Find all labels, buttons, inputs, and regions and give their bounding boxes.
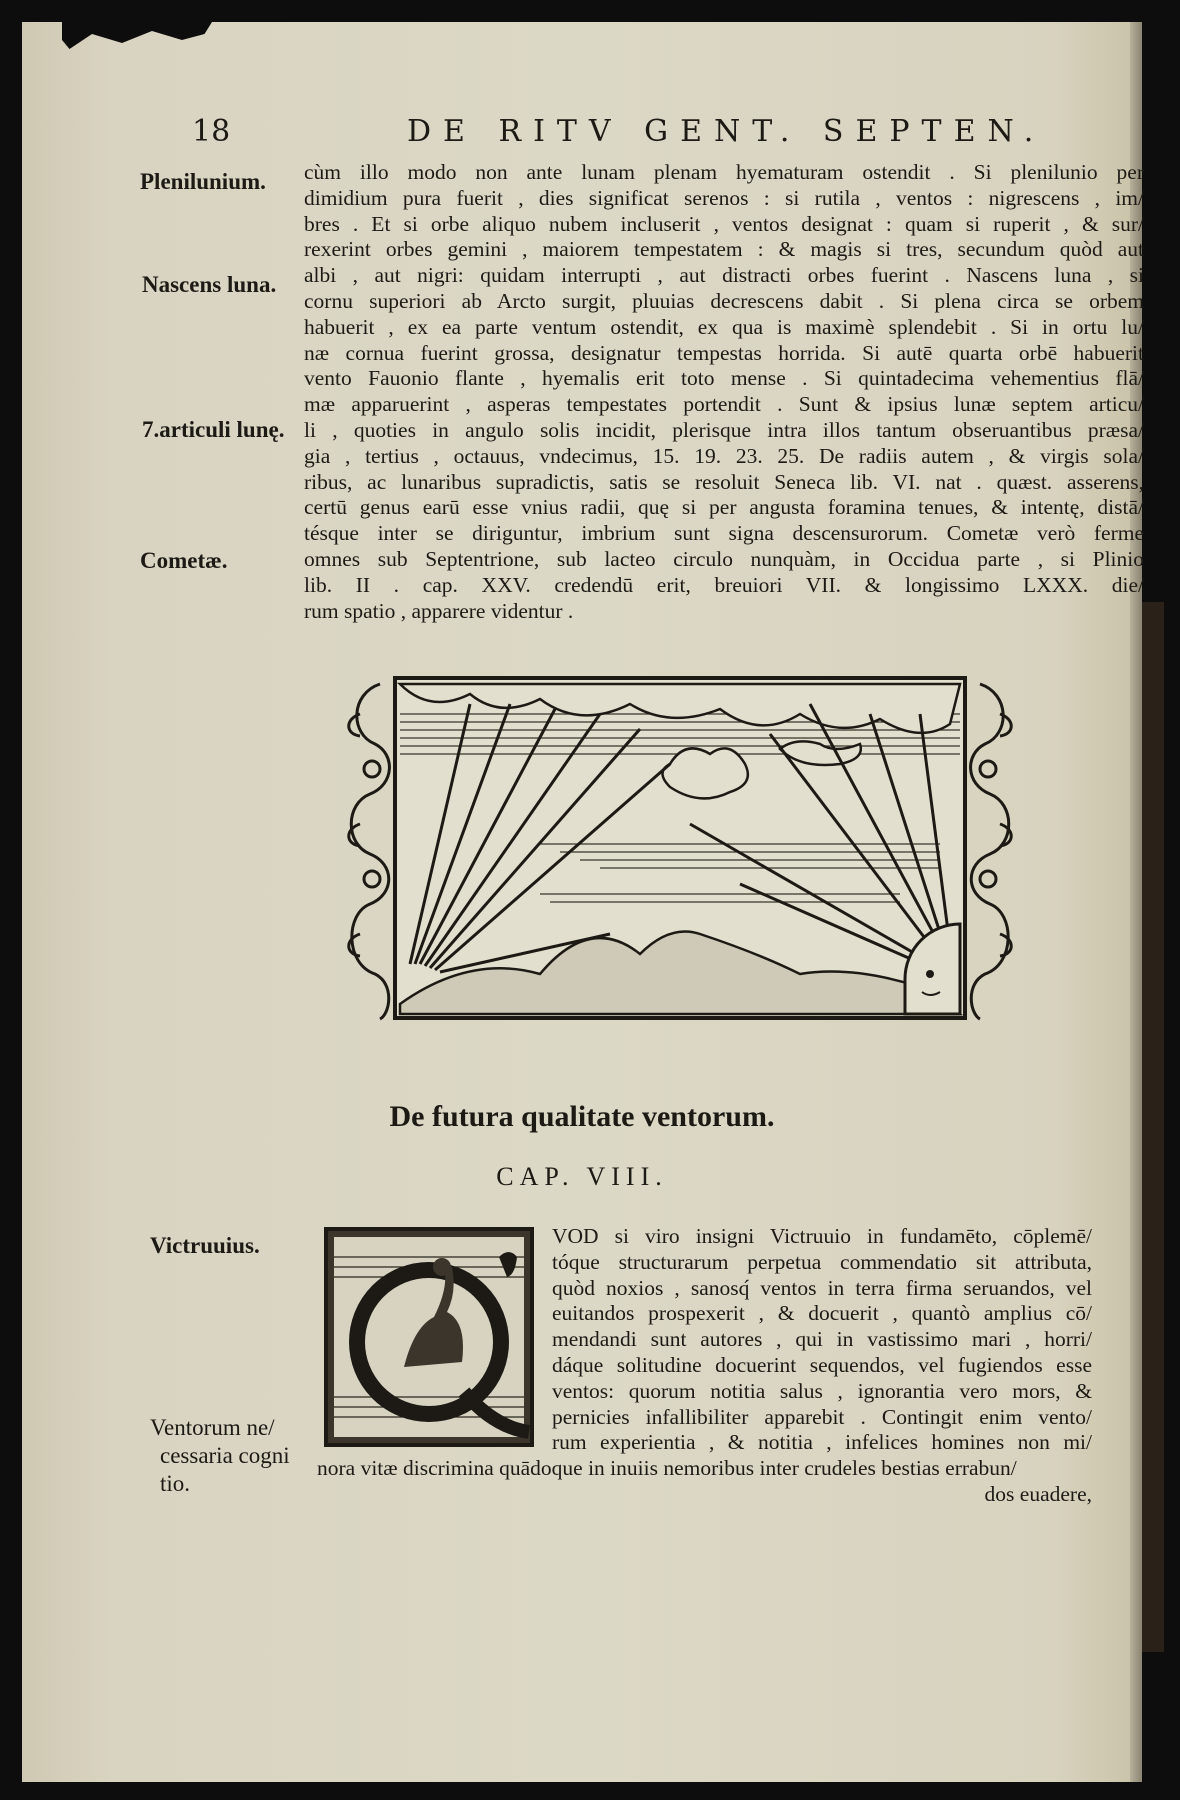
text-line: gia , tertius , octauus, vndecimus, 15. 19. 23. 25. De radiis autem , & virgis sola/	[304, 443, 1144, 468]
text-line: rexerint orbes gemini , maiorem tempestatem : & magis si tres, secundum quòd aut	[304, 237, 1144, 262]
margin-note-ventorum	[150, 1414, 290, 1498]
text-line: ribus, ac lunaribus supradictis, satis se resoluit Seneca lib. VI. nat . quæst. asserens,	[304, 469, 1144, 494]
margin-note-nascens-luna: Nascens luna.	[142, 272, 277, 297]
text-line: cùm illo modo non ante lunam plenam hyematuram ostendit . Si plenilunio per	[304, 160, 1144, 184]
figure-caption: De futura qualitate ventorum.	[389, 1100, 775, 1133]
text-line: li , quoties in angulo solis incidit, plerisque intra illos tantum obseruantibus præsa/	[304, 417, 1144, 442]
page-number: 18	[192, 114, 231, 149]
chapter-paragraph	[552, 1224, 1092, 1456]
margin-note-ventorum-line3: tio.	[160, 1471, 191, 1496]
text-line: albi , aut nigri: quidam interrupti , aut distracti orbes fuerint . Nascens luna , si	[304, 263, 1144, 288]
chapter-paragraph-tail	[317, 1456, 1092, 1508]
text-line: dáque solitudine docuerint sequendos, vel fugiendos esse	[552, 1352, 1092, 1377]
text-line: rum experientia , & notitia , infelices homines non mi/	[552, 1430, 1092, 1455]
page-header	[22, 114, 1142, 162]
woodcut-illustration	[340, 674, 1020, 1024]
text-line: ventos: quorum notitia salus , ignorantia vero mors, &	[552, 1378, 1092, 1403]
left-ornament	[349, 684, 390, 1019]
text-line: dos euadere,	[984, 1481, 1092, 1506]
text-line: cornu superiori ab Arcto surgit, pluuias decrescens dabit . Si plena circa se orbem	[304, 288, 1144, 313]
text-line: dimidium pura fuerit , dies significat serenos : si rutila , ventos : nigrescens , im/	[304, 185, 1144, 210]
text-line: certū genus earū esse vnius radii, quę si per angusta foramina tenues, & intentę, distā/	[304, 495, 1144, 520]
chapter-title: CAP. VIII.	[496, 1162, 668, 1191]
text-line: mæ apparuerint , asperas tempestates portendit . Sunt & ipsius lunæ septem articu/	[304, 392, 1144, 417]
text-line: rum spatio , apparere videntur .	[304, 598, 574, 623]
margin-note-articuli: 7.articuli lunę.	[142, 417, 285, 442]
text-line: nora vitæ discrimina quādoque in inuiis nemoribus inter crudeles bestias errabun/	[317, 1456, 1017, 1480]
running-title: DE RITV GENT. SEPTEN.	[407, 114, 1046, 149]
text-line: næ cornua fuerint grossa, designatur tempestas horrida. Si autē quarta orbē habuerit	[304, 340, 1144, 365]
text-line: quòd noxios , sanosq́ ventos in terra firma seruandos, vel	[552, 1275, 1092, 1300]
margin-note-cometae: Cometæ.	[140, 548, 228, 573]
book-page	[22, 22, 1142, 1782]
text-line: omnes sub Septentrione, sub lacteo circulo nunquàm, in Occidua parte , si Plinio	[304, 546, 1144, 571]
text-line: mendandi sunt autores , qui in vastissimo mari , horri/	[552, 1327, 1092, 1352]
text-line: lib. II . cap. XXV. credendū erit, breuiori VII. & longissimo LXXX. die/	[304, 572, 1144, 597]
torn-corner	[62, 22, 212, 52]
right-ornament	[971, 684, 1012, 1019]
text-line: euitandos prospexerit , & docuerit , quantò amplius cō/	[552, 1301, 1092, 1326]
margin-note-ventorum-line1: Ventorum ne/	[150, 1415, 275, 1440]
margin-note-victruuius: Victruuius.	[150, 1233, 260, 1258]
text-line: habuerit , ex ea parte ventum ostendit, ex qua is maximè splendebit . Si in ortu lu/	[304, 314, 1144, 339]
margin-note-plenilunium: Plenilunium.	[140, 169, 266, 194]
text-line: VOD si viro insigni Victruuio in fundamēto, cōplemē/	[552, 1224, 1092, 1248]
text-line: bres . Et si orbe aliquo nubem incluserit , ventos designat : quam si ruperit , & sur/	[304, 211, 1144, 236]
decorated-initial-q	[324, 1227, 534, 1447]
adjacent-page-strip	[1142, 602, 1164, 1652]
text-line: tóque structurarum perpetua commendatio sit attributa,	[552, 1249, 1092, 1274]
body-paragraph	[304, 160, 1144, 624]
text-line: pernicies infallibiliter apparebit . Contingit enim vento/	[552, 1404, 1092, 1429]
text-line: vento Fauonio flante , hyemalis erit toto mense . Si quintadecima vehementius flā/	[304, 366, 1144, 391]
text-line: tésque inter se diriguntur, imbrium sunt signa descensurorum. Cometæ verò ferme	[304, 521, 1144, 546]
margin-note-ventorum-line2: cessaria cogni	[160, 1443, 290, 1468]
